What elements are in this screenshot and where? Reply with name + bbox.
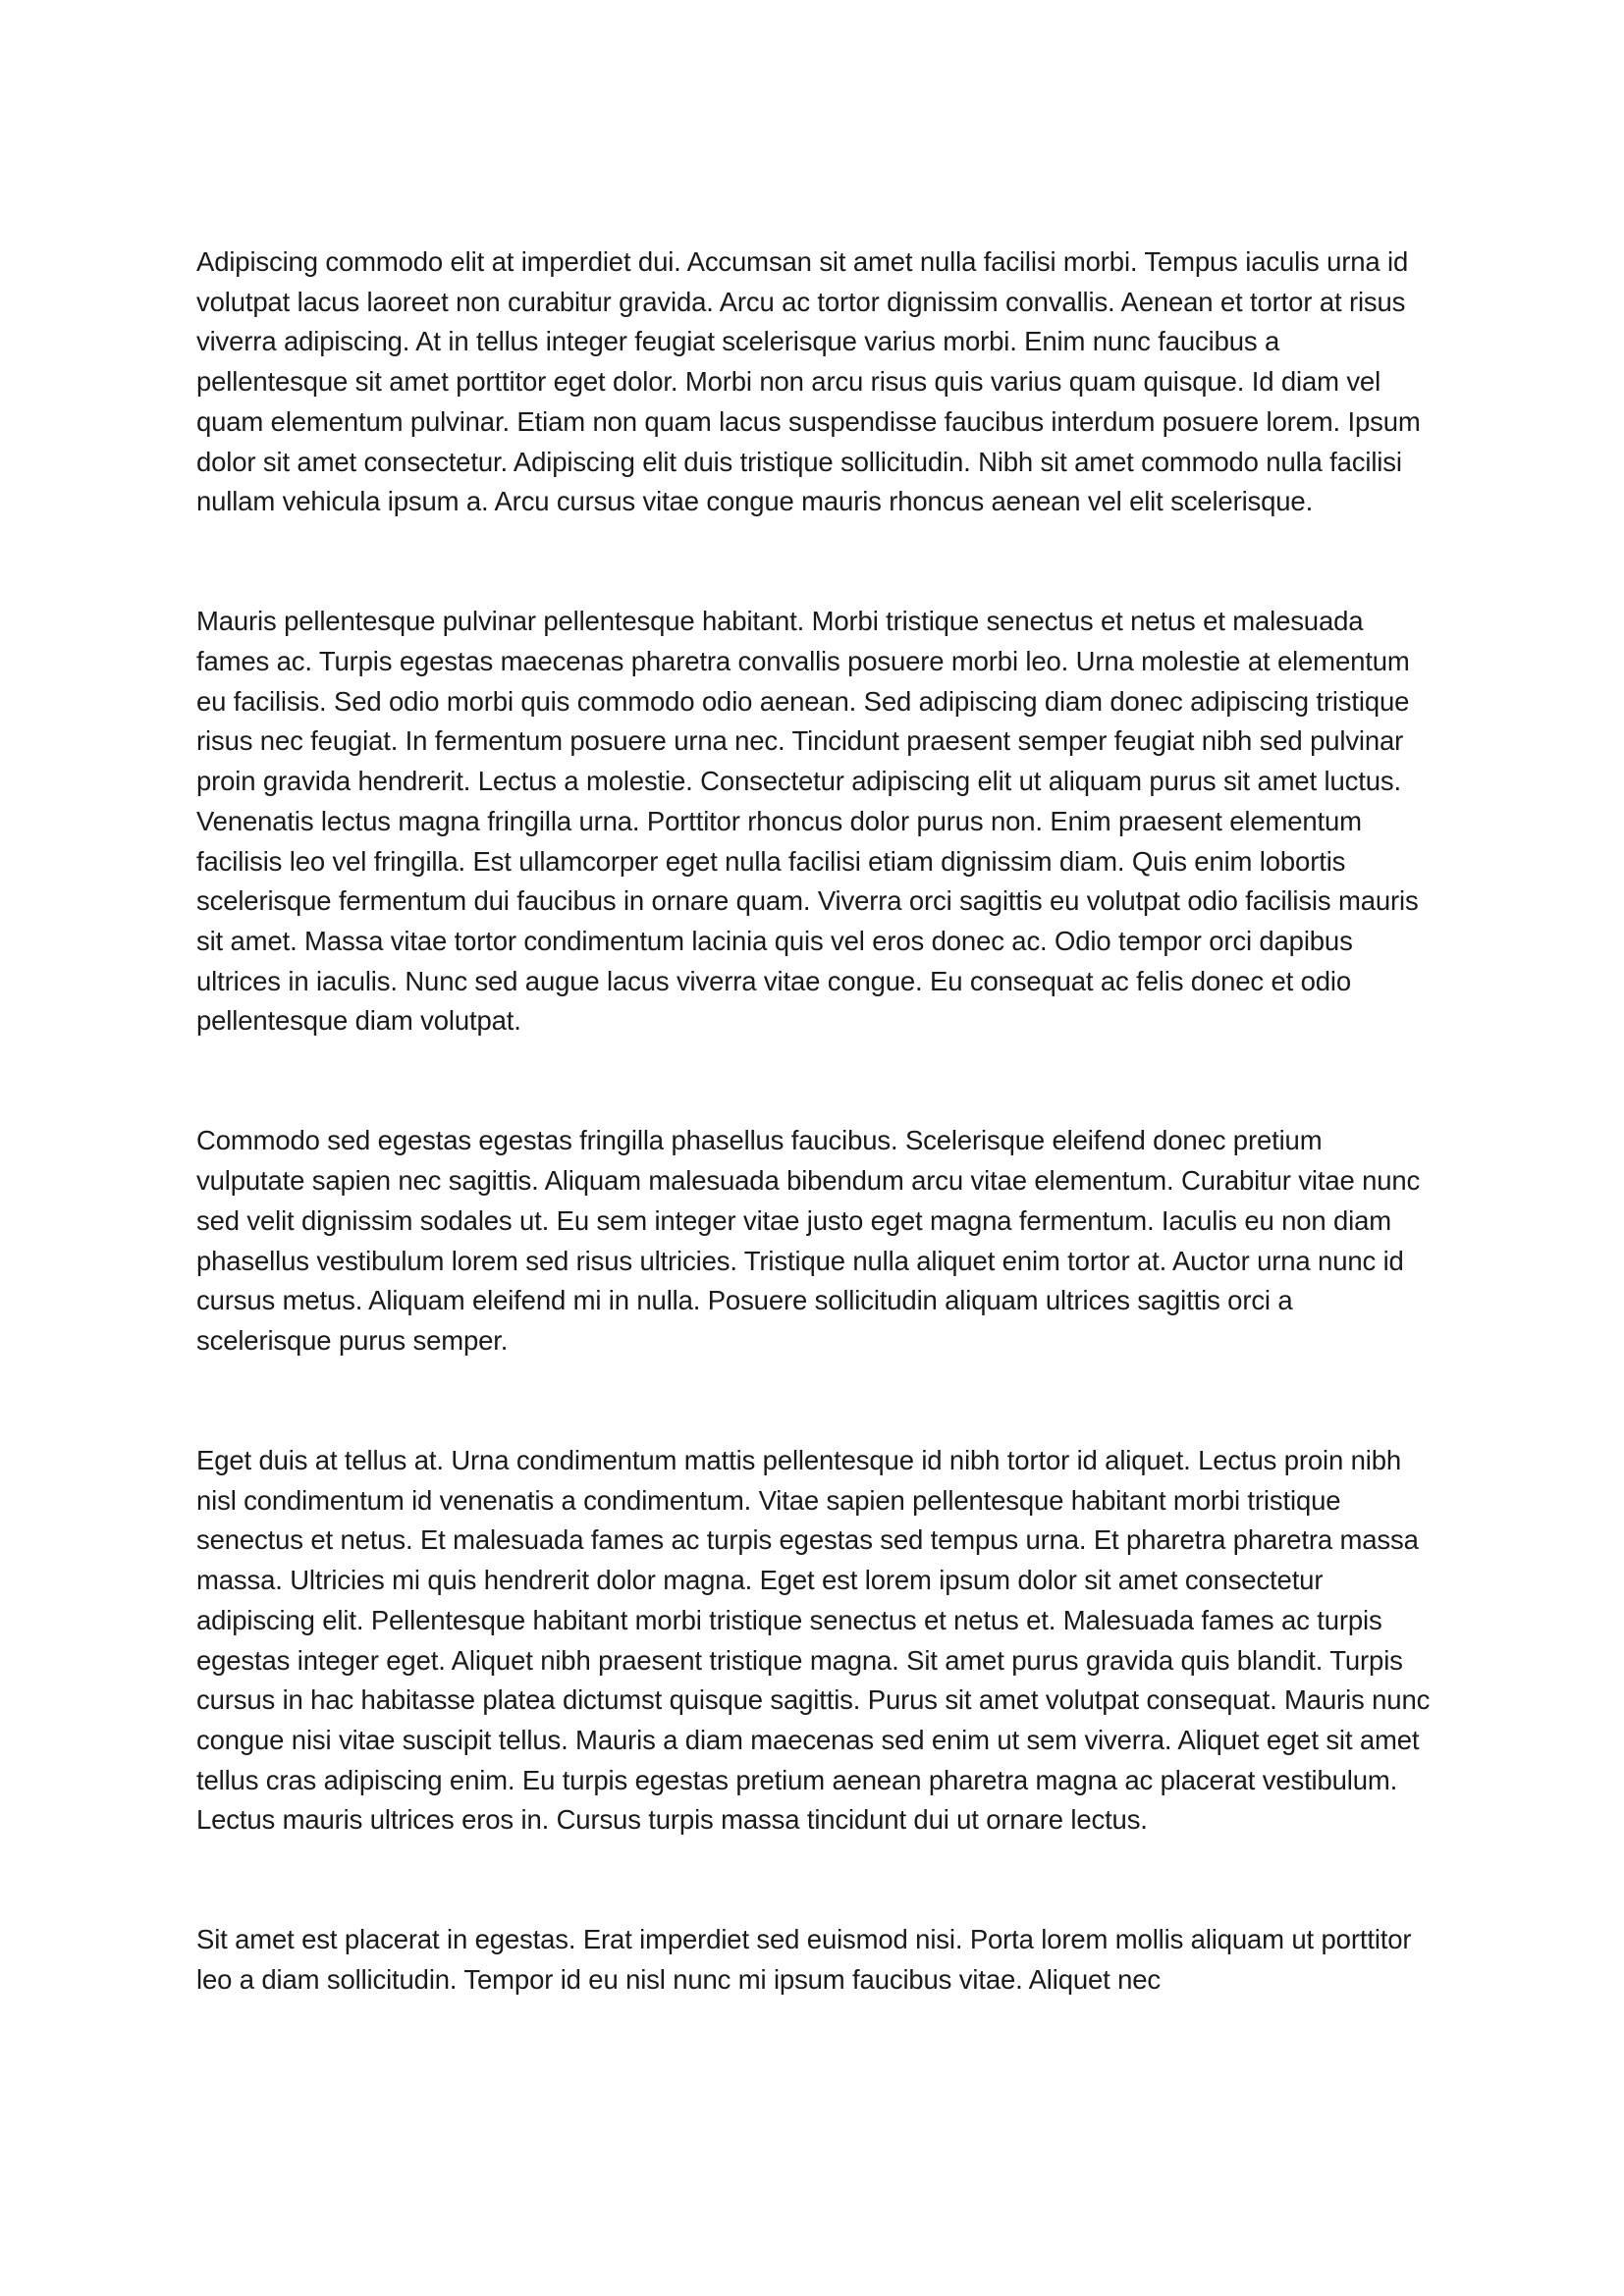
document-text-block (196, 242, 1432, 2080)
paragraph-5: Sit amet est placerat in egestas. Erat imperdiet sed euismod nisi. Porta lorem mollis aliquam ut porttitor leo a diam sollicitudin. Tempor id eu nisl nunc mi ipsum faucibus vitae. Aliquet nec (196, 1924, 1412, 1996)
paragraph-4: Eget duis at tellus at. Urna condimentum mattis pellentesque id nibh tortor id aliquet. Lectus proin nibh nisl condimentum id venenatis a condimentum. Vitae sapien pellentesque habitant morbi tristique senectus et netus. Et malesuada fames ac turpis egestas sed tempus urna. Et pharetra pharetra massa massa. Ultricies mi quis hendrerit dolor magna. Eget est lorem ipsum dolor sit amet consectetur adipiscing elit. Pellentesque habitant morbi tristique senectus et netus et. Malesuada fames ac turpis egestas integer eget. Aliquet nibh praesent tristique magna. Sit amet purus gravida quis blandit. Turpis cursus in hac habitasse platea dictumst quisque sagittis. Purus sit amet volutpat consequat. Mauris nunc congue nisi vitae suscipit tellus. Mauris a diam maecenas sed enim ut sem viverra. Aliquet eget sit amet tellus cras adipiscing enim. Eu turpis egestas pretium aenean pharetra magna ac placerat vestibulum. Lectus mauris ultrices eros in. Cursus turpis massa tincidunt dui ut ornare lectus. (196, 1445, 1431, 1836)
paragraph-3: Commodo sed egestas egestas fringilla phasellus faucibus. Scelerisque eleifend donec pretium vulputate sapien nec sagittis. Aliquam malesuada bibendum arcu vitae elementum. Curabitur vitae nunc sed velit dignissim sodales ut. Eu sem integer vitae justo eget magna fermentum. Iaculis eu non diam phasellus vestibulum lorem sed risus ultricies. Tristique nulla aliquet enim tortor at. Auctor urna nunc id cursus metus. Aliquam eleifend mi in nulla. Posuere sollicitudin aliquam ultrices sagittis orci a scelerisque purus semper. (196, 1125, 1421, 1356)
paragraph-1: Adipiscing commodo elit at imperdiet dui. Accumsan sit amet nulla facilisi morbi. Tempus iaculis urna id volutpat lacus laoreet non curabitur gravida. Arcu ac tortor dignissim convallis. Aenean et tortor at risus viverra adipiscing. At in tellus integer feugiat scelerisque varius morbi. Enim nunc faucibus a pellentesque sit amet porttitor eget dolor. Morbi non arcu risus quis varius quam quisque. Id diam vel quam elementum pulvinar. Etiam non quam lacus suspendisse faucibus interdum posuere lorem. Ipsum dolor sit amet consectetur. Adipiscing elit duis tristique sollicitudin. Nibh sit amet commodo nulla facilisi nullam vehicula ipsum a. Arcu cursus vitae congue mauris rhoncus aenean vel elit scelerisque. (196, 246, 1421, 517)
paragraph-2: Mauris pellentesque pulvinar pellentesque habitant. Morbi tristique senectus et netus et malesuada fames ac. Turpis egestas maecenas pharetra convallis posuere morbi leo. Urna molestie at elementum eu facilisis. Sed odio morbi quis commodo odio aenean. Sed adipiscing diam donec adipiscing tristique risus nec feugiat. In fermentum posuere urna nec. Tincidunt praesent semper feugiat nibh sed pulvinar proin gravida hendrerit. Lectus a molestie. Consectetur adipiscing elit ut aliquam purus sit amet luctus. Venenatis lectus magna fringilla urna. Porttitor rhoncus dolor purus non. Enim praesent elementum facilisis leo vel fringilla. Est ullamcorper eget nulla facilisi etiam dignissim diam. Quis enim lobortis scelerisque fermentum dui faucibus in ornare quam. Viverra orci sagittis eu volutpat odio facilisis mauris sit amet. Massa vitae tortor condimentum lacinia quis vel eros donec ac. Odio tempor orci dapibus ultrices in iaculis. Nunc sed augue lacus viverra vitae congue. Eu consequat ac felis donec et odio pellentesque diam volutpat. (196, 606, 1419, 1037)
